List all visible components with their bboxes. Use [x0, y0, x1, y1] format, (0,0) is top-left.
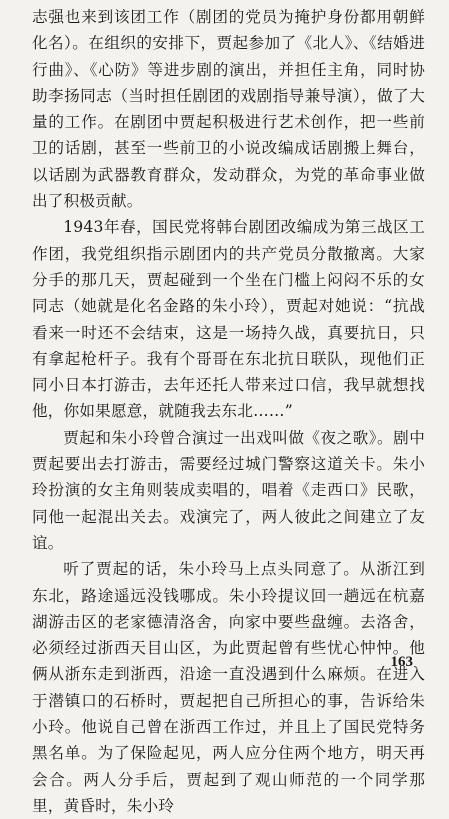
paragraph-3: 贾起和朱小玲曾合演过一出戏叫做《夜之歌》。剧中贾起要出去打游击，需要经过城门警察这道关卡。朱小玲扮演的女主角则装成卖唱的，唱着《走西口》民歌，同他一起混出关去。戏演完了，两人彼此之间建立了友谊。 — [32, 428, 425, 552]
paragraph-2: 1943年春，国民党将韩台剧团改编成为第三战区工作团，我党组织指示剧团内的共产党员分散撤离。大家分手的那几天，贾起碰到一个坐在门槛上闷闷不乐的女同志（她就是化名金路的朱小玲），贾起对她说：“抗战看来一时还不会结束，这是一场持久战，真要抗日，只有拿起枪杆子。我有个哥哥在东北抗日联队，现他们正同小日本打游击，去年还托人带来过口信，我早就想找他，你如果愿意，就随我去东北……” — [32, 218, 425, 421]
paragraph-4: 听了贾起的话，朱小玲马上点头同意了。从浙江到东北，路途遥远没钱哪成。朱小玲提议回一趟远在杭嘉湖游击区的老家德清洛舍，向家中要些盘缠。去洛舍，必须经过浙西天目山区，为此贾起曾有些忧心忡忡。他俩从浙东走到浙西，沿途一直没遇到什么麻烦。在进入于潜镇口的石桥时，贾起把自己所担心的事，告诉给朱小玲。他说自己曾在浙西工作过，并且上了国民党特务黑名单。为了保险起见，两人应分住两个地方，明天再会合。两人分手后，贾起到了观山师范的一个同学那里，黄昏时，朱小玲 — [32, 560, 425, 815]
page-number: 163 — [390, 654, 413, 670]
paragraph-1: 志强也来到该团工作（剧团的党员为掩护身份都用朝鲜化名）。在组织的安排下，贾起参加了《北人》、《结婚进行曲》、《心防》等进步剧的演出，并担任主角，同时协助李扬同志（当时担任剧团的戏剧指导兼导演），做了大量的工作。在剧团中贾起积极进行艺术创作，把一些前卫的话剧，甚至一些前卫的小说改编成话剧搬上舞台，以话剧为武器教育群众，发动群众，为党的革命事业做出了积极贡献。 — [32, 8, 425, 211]
